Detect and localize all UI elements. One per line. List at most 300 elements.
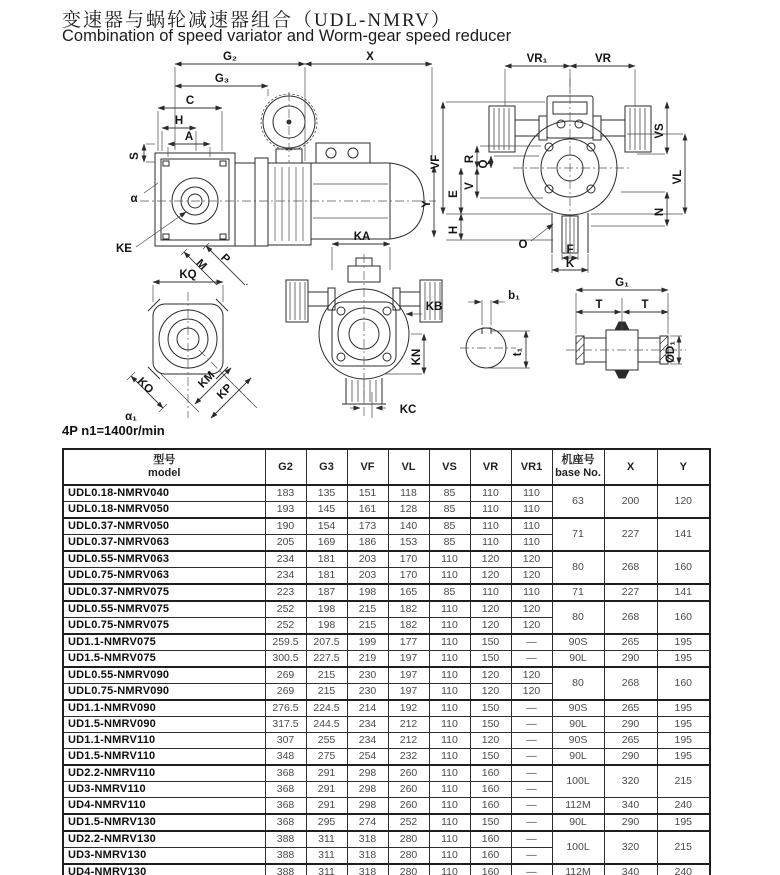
value-cell: 280 xyxy=(388,831,429,848)
col-header-vl: VL xyxy=(388,449,429,485)
diagram-rear-view xyxy=(425,50,715,278)
y-cell: 160 xyxy=(657,551,710,584)
value-cell: 110 xyxy=(470,584,511,601)
front-view-geometry xyxy=(286,254,442,418)
col-header-model-en: model xyxy=(148,467,181,479)
value-cell: 203 xyxy=(347,568,388,585)
base-cell: 90L xyxy=(552,749,604,766)
dim-label-t-left: T xyxy=(595,299,603,311)
value-cell: — xyxy=(511,814,552,831)
y-cell: 195 xyxy=(657,634,710,651)
x-cell: 227 xyxy=(604,584,657,601)
base-cell: 80 xyxy=(552,601,604,634)
y-cell: 195 xyxy=(657,700,710,717)
value-cell: 311 xyxy=(306,848,347,865)
table-row xyxy=(63,667,710,684)
value-cell: — xyxy=(511,831,552,848)
dim-label-vr1: VR₁ xyxy=(526,53,548,65)
value-cell: 150 xyxy=(470,749,511,766)
value-cell: 118 xyxy=(388,485,429,502)
dim-label-kc: KC xyxy=(399,404,417,416)
value-cell: 298 xyxy=(347,782,388,798)
value-cell: 368 xyxy=(265,814,306,831)
value-cell: 110 xyxy=(429,684,470,701)
x-cell: 200 xyxy=(604,485,657,518)
table-header-row xyxy=(63,449,710,485)
dim-label-vf: VF xyxy=(430,154,442,170)
x-cell: 320 xyxy=(604,831,657,864)
value-cell: 110 xyxy=(470,535,511,552)
base-cell: 71 xyxy=(552,584,604,601)
value-cell: 151 xyxy=(347,485,388,502)
value-cell: 198 xyxy=(306,601,347,618)
col-header-y: Y xyxy=(657,449,710,485)
value-cell: 153 xyxy=(388,535,429,552)
value-cell: — xyxy=(511,733,552,749)
value-cell: 298 xyxy=(347,765,388,782)
table-row xyxy=(63,551,710,568)
value-cell: 291 xyxy=(306,782,347,798)
value-cell: 280 xyxy=(388,848,429,865)
value-cell: 192 xyxy=(388,700,429,717)
value-cell: 145 xyxy=(306,502,347,519)
dim-label-t1: t₁ xyxy=(512,347,524,357)
value-cell: 212 xyxy=(388,717,429,733)
y-cell: 195 xyxy=(657,717,710,733)
base-cell: 112M xyxy=(552,864,604,875)
value-cell: 150 xyxy=(470,814,511,831)
value-cell: 348 xyxy=(265,749,306,766)
col-header-vr: VR xyxy=(470,449,511,485)
value-cell: 215 xyxy=(306,684,347,701)
x-cell: 340 xyxy=(604,864,657,875)
table-row xyxy=(63,700,710,717)
value-cell: 150 xyxy=(470,634,511,651)
y-cell: 160 xyxy=(657,667,710,700)
x-cell: 320 xyxy=(604,765,657,798)
table-row xyxy=(63,765,710,782)
value-cell: — xyxy=(511,848,552,865)
dim-label-f: F xyxy=(566,244,574,256)
value-cell: 183 xyxy=(265,485,306,502)
value-cell: 110 xyxy=(429,848,470,865)
value-cell: 150 xyxy=(470,717,511,733)
keyway-dimensions xyxy=(468,290,530,368)
y-cell: 120 xyxy=(657,485,710,518)
model-cell: UD1.1-NMRV075 xyxy=(63,634,265,651)
value-cell: — xyxy=(511,634,552,651)
y-cell: 195 xyxy=(657,749,710,766)
speed-condition-label: 4P n1=1400r/min xyxy=(62,423,165,438)
value-cell: 110 xyxy=(429,798,470,815)
value-cell: 140 xyxy=(388,518,429,535)
dim-label-d1: ØD₁ xyxy=(665,340,677,364)
dim-label-kn: KN xyxy=(411,348,423,366)
model-cell: UDL0.75-NMRV075 xyxy=(63,618,265,635)
value-cell: 120 xyxy=(511,667,552,684)
dim-label-kq: KQ xyxy=(179,269,197,281)
dim-label-n: N xyxy=(654,207,666,217)
base-cell: 80 xyxy=(552,667,604,700)
value-cell: 120 xyxy=(511,601,552,618)
value-cell: 232 xyxy=(388,749,429,766)
dim-label-vr: VR xyxy=(595,53,611,65)
value-cell: 214 xyxy=(347,700,388,717)
dim-label-r: R xyxy=(464,154,476,164)
value-cell: 120 xyxy=(470,568,511,585)
value-cell: 177 xyxy=(388,634,429,651)
value-cell: 224.5 xyxy=(306,700,347,717)
value-cell: 317.5 xyxy=(265,717,306,733)
model-cell: UDL0.18-NMRV050 xyxy=(63,502,265,519)
x-cell: 290 xyxy=(604,749,657,766)
dim-label-k: K xyxy=(565,258,575,270)
value-cell: 260 xyxy=(388,782,429,798)
value-cell: 230 xyxy=(347,684,388,701)
value-cell: 170 xyxy=(388,551,429,568)
spec-table-body xyxy=(63,485,710,875)
base-cell: 90S xyxy=(552,700,604,717)
value-cell: 368 xyxy=(265,765,306,782)
value-cell: 110 xyxy=(429,814,470,831)
value-cell: 252 xyxy=(265,601,306,618)
model-cell: UDL0.18-NMRV040 xyxy=(63,485,265,502)
y-cell: 195 xyxy=(657,651,710,668)
value-cell: 318 xyxy=(347,848,388,865)
value-cell: 212 xyxy=(388,733,429,749)
value-cell: 120 xyxy=(470,667,511,684)
value-cell: 215 xyxy=(306,667,347,684)
spec-table xyxy=(62,448,711,875)
value-cell: 182 xyxy=(388,601,429,618)
value-cell: 135 xyxy=(306,485,347,502)
value-cell: 120 xyxy=(470,684,511,701)
table-row xyxy=(63,601,710,618)
value-cell: 110 xyxy=(470,518,511,535)
dim-label-c: C xyxy=(185,95,195,107)
model-cell: UD2.2-NMRV130 xyxy=(63,831,265,848)
value-cell: 234 xyxy=(347,717,388,733)
value-cell: 388 xyxy=(265,848,306,865)
base-cell: 90S xyxy=(552,733,604,749)
value-cell: 160 xyxy=(470,798,511,815)
value-cell: 203 xyxy=(347,551,388,568)
x-cell: 290 xyxy=(604,717,657,733)
model-cell: UD1.5-NMRV090 xyxy=(63,717,265,733)
col-header-model-zh: 型号 xyxy=(153,454,176,467)
base-cell: 90L xyxy=(552,717,604,733)
value-cell: 318 xyxy=(347,864,388,875)
value-cell: 85 xyxy=(429,485,470,502)
value-cell: 160 xyxy=(470,765,511,782)
table-row xyxy=(63,864,710,875)
y-cell: 195 xyxy=(657,733,710,749)
base-cell: 100L xyxy=(552,831,604,864)
value-cell: 110 xyxy=(429,618,470,635)
value-cell: 160 xyxy=(470,831,511,848)
value-cell: 110 xyxy=(429,651,470,668)
value-cell: 300.5 xyxy=(265,651,306,668)
col-header-vs: VS xyxy=(429,449,470,485)
value-cell: 205 xyxy=(265,535,306,552)
value-cell: 110 xyxy=(429,700,470,717)
base-cell: 90L xyxy=(552,814,604,831)
base-cell: 63 xyxy=(552,485,604,518)
value-cell: 207.5 xyxy=(306,634,347,651)
value-cell: 110 xyxy=(511,485,552,502)
x-cell: 268 xyxy=(604,551,657,584)
value-cell: 110 xyxy=(429,717,470,733)
rear-view-geometry xyxy=(489,78,651,262)
base-cell: 100L xyxy=(552,765,604,798)
dim-label-g3: G₃ xyxy=(214,73,230,85)
dim-label-ke: KE xyxy=(116,243,132,255)
value-cell: 298 xyxy=(347,798,388,815)
y-cell: 195 xyxy=(657,814,710,831)
col-header-base-zh: 机座号 xyxy=(561,454,595,467)
value-cell: 110 xyxy=(429,831,470,848)
value-cell: 154 xyxy=(306,518,347,535)
diagram-front-view xyxy=(272,230,457,422)
value-cell: 85 xyxy=(429,502,470,519)
value-cell: — xyxy=(511,798,552,815)
value-cell: 274 xyxy=(347,814,388,831)
value-cell: 197 xyxy=(388,651,429,668)
value-cell: 120 xyxy=(511,684,552,701)
value-cell: 227.5 xyxy=(306,651,347,668)
value-cell: — xyxy=(511,864,552,875)
table-row xyxy=(63,798,710,815)
value-cell: 197 xyxy=(388,667,429,684)
value-cell: 318 xyxy=(347,831,388,848)
value-cell: 120 xyxy=(470,618,511,635)
col-header-model xyxy=(63,449,265,485)
value-cell: 215 xyxy=(347,618,388,635)
dim-label-x: X xyxy=(366,51,374,63)
value-cell: 234 xyxy=(265,568,306,585)
x-cell: 290 xyxy=(604,814,657,831)
dim-label-vl: VL xyxy=(672,169,684,185)
diagram-worm-shaft xyxy=(552,276,692,394)
value-cell: 193 xyxy=(265,502,306,519)
x-cell: 268 xyxy=(604,667,657,700)
col-header-g2: G2 xyxy=(265,449,306,485)
x-cell: 265 xyxy=(604,733,657,749)
value-cell: 234 xyxy=(265,551,306,568)
value-cell: 198 xyxy=(347,584,388,601)
y-cell: 215 xyxy=(657,831,710,864)
value-cell: 252 xyxy=(265,618,306,635)
value-cell: 85 xyxy=(429,584,470,601)
value-cell: 291 xyxy=(306,765,347,782)
value-cell: 110 xyxy=(429,634,470,651)
model-cell: UD3-NMRV110 xyxy=(63,782,265,798)
table-row xyxy=(63,717,710,733)
value-cell: 199 xyxy=(347,634,388,651)
value-cell: 173 xyxy=(347,518,388,535)
model-cell: UD1.5-NMRV130 xyxy=(63,814,265,831)
value-cell: 291 xyxy=(306,798,347,815)
value-cell: 110 xyxy=(511,518,552,535)
value-cell: 160 xyxy=(470,782,511,798)
col-header-base xyxy=(552,449,604,485)
value-cell: 85 xyxy=(429,518,470,535)
value-cell: 280 xyxy=(388,864,429,875)
model-cell: UDL0.37-NMRV075 xyxy=(63,584,265,601)
value-cell: 197 xyxy=(388,684,429,701)
y-cell: 141 xyxy=(657,584,710,601)
value-cell: 368 xyxy=(265,798,306,815)
value-cell: 311 xyxy=(306,831,347,848)
value-cell: 230 xyxy=(347,667,388,684)
value-cell: 160 xyxy=(470,864,511,875)
y-cell: 240 xyxy=(657,798,710,815)
value-cell: — xyxy=(511,765,552,782)
col-header-g3: G3 xyxy=(306,449,347,485)
keyway-geometry xyxy=(460,328,516,368)
value-cell: 110 xyxy=(429,568,470,585)
value-cell: — xyxy=(511,651,552,668)
dim-label-a: A xyxy=(184,131,194,143)
value-cell: 234 xyxy=(347,733,388,749)
side-view-geometry xyxy=(140,92,436,246)
value-cell: 165 xyxy=(388,584,429,601)
value-cell: 110 xyxy=(470,502,511,519)
value-cell: 187 xyxy=(306,584,347,601)
y-cell: 160 xyxy=(657,601,710,634)
table-row xyxy=(63,749,710,766)
value-cell: 120 xyxy=(470,551,511,568)
value-cell: 150 xyxy=(470,700,511,717)
dim-label-v: V xyxy=(464,182,476,190)
dim-label-km: KM xyxy=(196,369,218,391)
value-cell: 169 xyxy=(306,535,347,552)
value-cell: 186 xyxy=(347,535,388,552)
value-cell: 120 xyxy=(511,618,552,635)
dim-label-alpha1: α₁ xyxy=(125,411,137,423)
value-cell: 181 xyxy=(306,568,347,585)
value-cell: 254 xyxy=(347,749,388,766)
value-cell: 259.5 xyxy=(265,634,306,651)
value-cell: 244.5 xyxy=(306,717,347,733)
value-cell: 110 xyxy=(511,584,552,601)
value-cell: 198 xyxy=(306,618,347,635)
value-cell: 170 xyxy=(388,568,429,585)
value-cell: 85 xyxy=(429,535,470,552)
dim-label-y: Y xyxy=(421,200,433,208)
dim-label-g2: G₂ xyxy=(222,51,238,63)
shaft-dimensions xyxy=(576,277,682,364)
dim-label-m: M xyxy=(193,257,209,273)
dim-label-o: O xyxy=(518,239,528,251)
model-cell: UD1.1-NMRV090 xyxy=(63,700,265,717)
value-cell: 120 xyxy=(511,551,552,568)
value-cell: 255 xyxy=(306,733,347,749)
dim-label-h2: H xyxy=(448,225,460,235)
value-cell: 110 xyxy=(429,782,470,798)
base-cell: 80 xyxy=(552,551,604,584)
model-cell: UD1.1-NMRV110 xyxy=(63,733,265,749)
value-cell: 110 xyxy=(429,551,470,568)
value-cell: — xyxy=(511,717,552,733)
base-cell: 90L xyxy=(552,651,604,668)
value-cell: 182 xyxy=(388,618,429,635)
value-cell: 120 xyxy=(511,568,552,585)
table-row xyxy=(63,651,710,668)
dim-label-s: S xyxy=(129,152,141,160)
dim-label-q: Q xyxy=(478,159,490,169)
value-cell: 311 xyxy=(306,864,347,875)
base-cell: 71 xyxy=(552,518,604,551)
value-cell: 252 xyxy=(388,814,429,831)
model-cell: UD1.5-NMRV110 xyxy=(63,749,265,766)
model-cell: UDL0.75-NMRV090 xyxy=(63,684,265,701)
model-cell: UD4-NMRV130 xyxy=(63,864,265,875)
table-row xyxy=(63,733,710,749)
value-cell: 215 xyxy=(347,601,388,618)
dim-label-ka: KA xyxy=(353,231,371,243)
dim-label-p: P xyxy=(218,251,233,266)
value-cell: — xyxy=(511,782,552,798)
value-cell: 275 xyxy=(306,749,347,766)
model-cell: UDL0.37-NMRV050 xyxy=(63,518,265,535)
x-cell: 227 xyxy=(604,518,657,551)
diagram-flange-view xyxy=(115,266,283,424)
value-cell: 260 xyxy=(388,765,429,782)
dim-label-kp: KP xyxy=(214,381,235,402)
table-row xyxy=(63,485,710,502)
value-cell: 120 xyxy=(470,601,511,618)
value-cell: 276.5 xyxy=(265,700,306,717)
col-header-vr1: VR1 xyxy=(511,449,552,485)
front-view-dimensions xyxy=(332,231,442,418)
x-cell: 268 xyxy=(604,601,657,634)
model-cell: UDL0.55-NMRV090 xyxy=(63,667,265,684)
table-row xyxy=(63,634,710,651)
value-cell: 388 xyxy=(265,831,306,848)
y-cell: 215 xyxy=(657,765,710,798)
dim-label-b1: b₁ xyxy=(508,290,520,302)
value-cell: 110 xyxy=(511,502,552,519)
flange-dimensions xyxy=(125,269,257,423)
dim-label-alpha: α xyxy=(130,193,138,205)
x-cell: 265 xyxy=(604,700,657,717)
value-cell: 110 xyxy=(429,749,470,766)
table-row xyxy=(63,584,710,601)
value-cell: 269 xyxy=(265,667,306,684)
value-cell: 110 xyxy=(429,864,470,875)
page-title-english: Combination of speed variator and Worm-gear speed reducer xyxy=(62,27,512,45)
value-cell: 110 xyxy=(429,733,470,749)
dim-label-ko: KO xyxy=(134,375,156,397)
diagram-keyway-section xyxy=(438,280,558,392)
value-cell: 181 xyxy=(306,551,347,568)
dim-label-g1: G₁ xyxy=(615,277,629,289)
y-cell: 240 xyxy=(657,864,710,875)
col-header-base-en: base No. xyxy=(555,467,601,479)
page-title-chinese: 变速器与蜗轮减速器组合（UDL-NMRV） xyxy=(62,10,452,31)
model-cell: UD2.2-NMRV110 xyxy=(63,765,265,782)
value-cell: 110 xyxy=(429,667,470,684)
value-cell: 150 xyxy=(470,651,511,668)
value-cell: 190 xyxy=(265,518,306,535)
model-cell: UD1.5-NMRV075 xyxy=(63,651,265,668)
dim-label-kb: KB xyxy=(425,301,443,313)
x-cell: 290 xyxy=(604,651,657,668)
dim-label-t-right: T xyxy=(641,299,649,311)
dim-label-vs: VS xyxy=(654,123,666,139)
col-header-vf: VF xyxy=(347,449,388,485)
